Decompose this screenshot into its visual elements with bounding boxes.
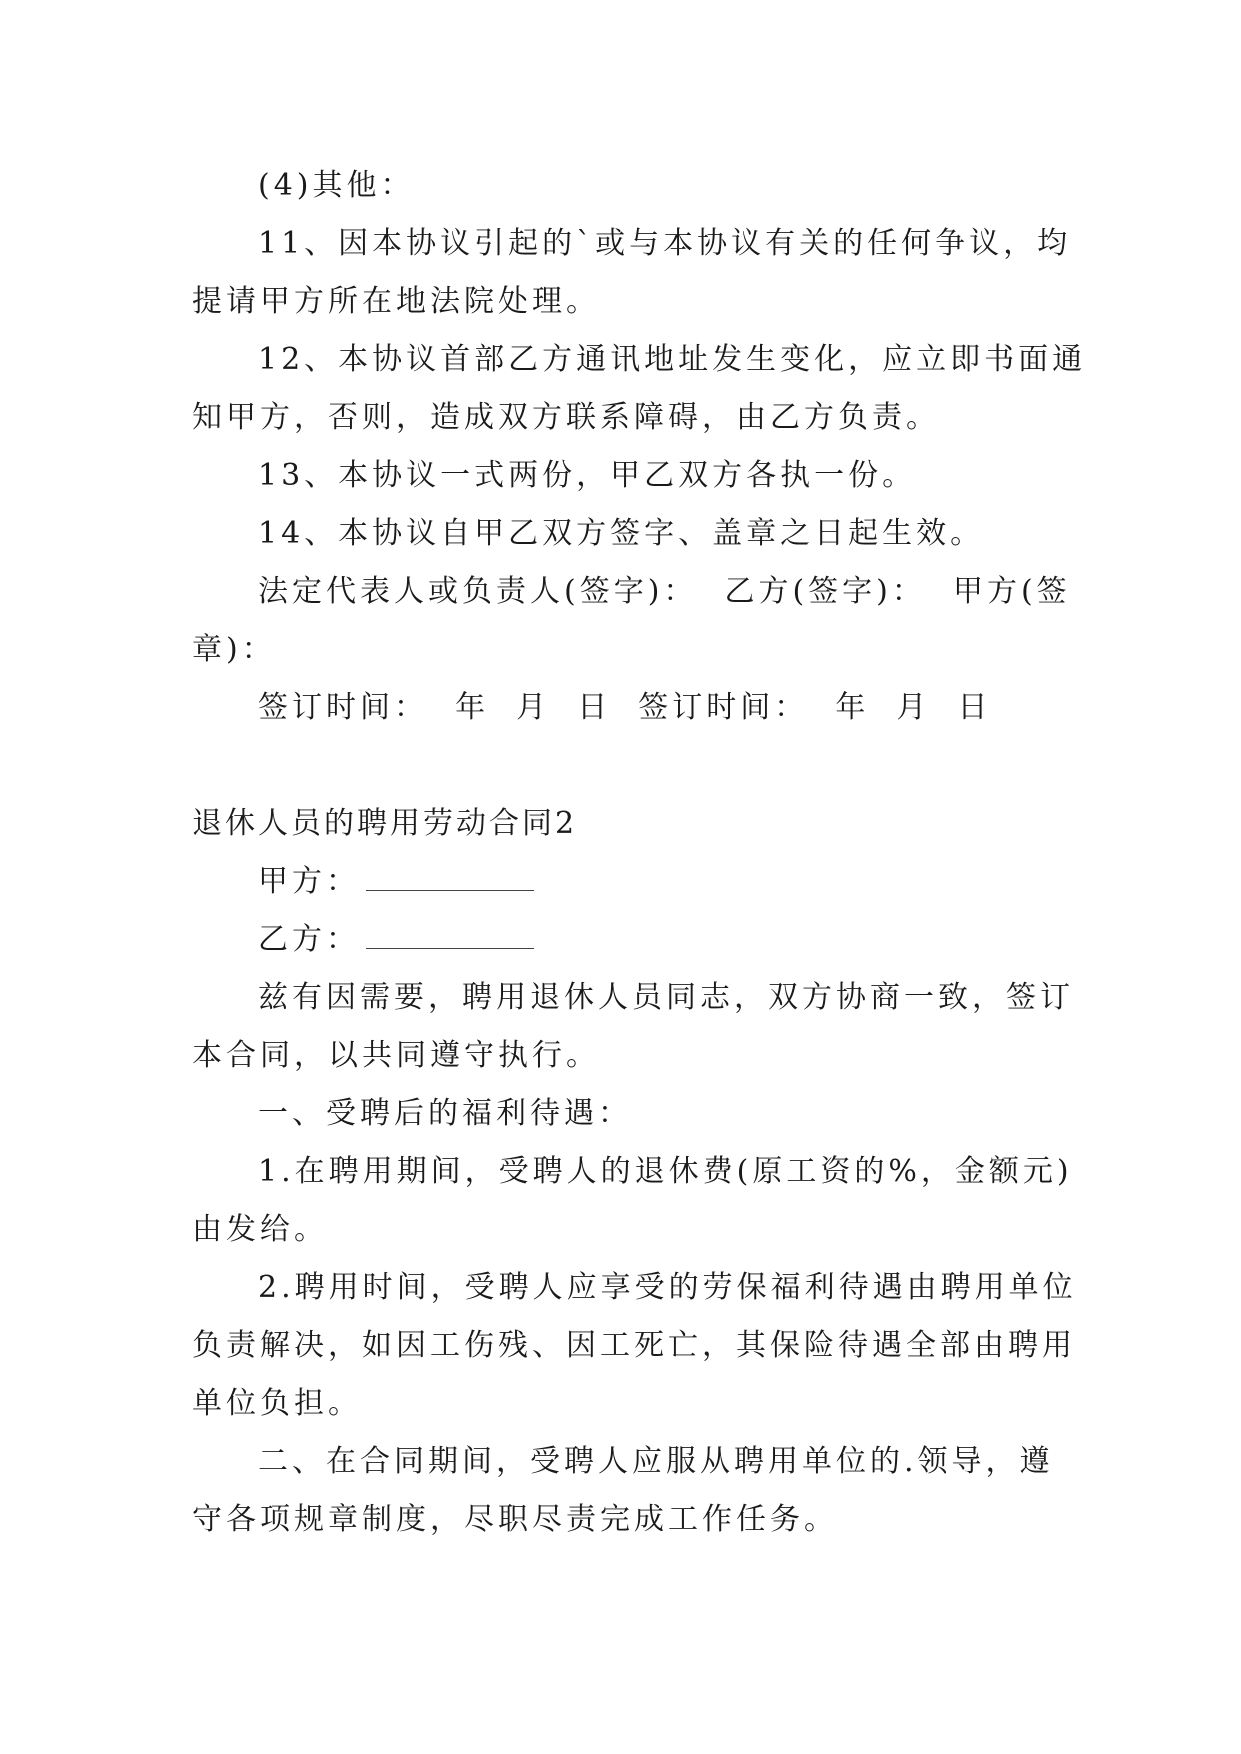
- signature-line-1: 法定代表人或负责人(签字)： 乙方(签字)： 甲方(签: [258, 574, 1071, 609]
- party-b-blank: [366, 922, 534, 949]
- party-b-line: [258, 920, 534, 960]
- clause-12-line-1: 12、本协议首部乙方通讯地址发生变化，应立即书面通: [258, 342, 1087, 377]
- party-b-label: 乙方：: [258, 922, 360, 957]
- party-a-line: [258, 862, 534, 902]
- item-1-line-2: 由发给。: [192, 1212, 328, 1247]
- contract-2-title: 退休人员的聘用劳动合同2: [192, 806, 578, 841]
- signature-line-2: 章)：: [192, 632, 276, 667]
- clause-12-line-2: 知甲方，否则，造成双方联系障碍，由乙方负责。: [192, 400, 940, 435]
- party-a-blank: [366, 864, 534, 891]
- preamble-line-1: 兹有因需要，聘用退休人员同志，双方协商一致，签订: [258, 980, 1074, 1015]
- section-2-line-2: 守各项规章制度，尽职尽责完成工作任务。: [192, 1502, 838, 1537]
- clause-11-line-2: 提请甲方所在地法院处理。: [192, 284, 600, 319]
- clause-13: 13、本协议一式两份，甲乙双方各执一份。: [258, 458, 917, 493]
- clause-4-other: (4)其他：: [258, 168, 415, 203]
- item-2-line-3: 单位负担。: [192, 1386, 362, 1421]
- item-1-line-1: 1.在聘用期间，受聘人的退休费(原工资的%，金额元): [258, 1154, 1073, 1189]
- preamble-line-2: 本合同，以共同遵守执行。: [192, 1038, 600, 1073]
- section-1-heading: 一、受聘后的福利待遇：: [258, 1096, 632, 1131]
- signing-date-line: 签订时间： 年 月 日 签订时间： 年 月 日: [258, 690, 992, 725]
- clause-11-line-1: 11、因本协议引起的`或与本协议有关的任何争议，均: [258, 226, 1072, 261]
- item-2-line-2: 负责解决，如因工伤残、因工死亡，其保险待遇全部由聘用: [192, 1328, 1076, 1363]
- clause-14: 14、本协议自甲乙双方签字、盖章之日起生效。: [258, 516, 985, 551]
- party-a-label: 甲方：: [258, 864, 360, 899]
- section-2-line-1: 二、在合同期间，受聘人应服从聘用单位的.领导，遵: [258, 1444, 1054, 1479]
- item-2-line-1: 2.聘用时间，受聘人应享受的劳保福利待遇由聘用单位: [258, 1270, 1077, 1305]
